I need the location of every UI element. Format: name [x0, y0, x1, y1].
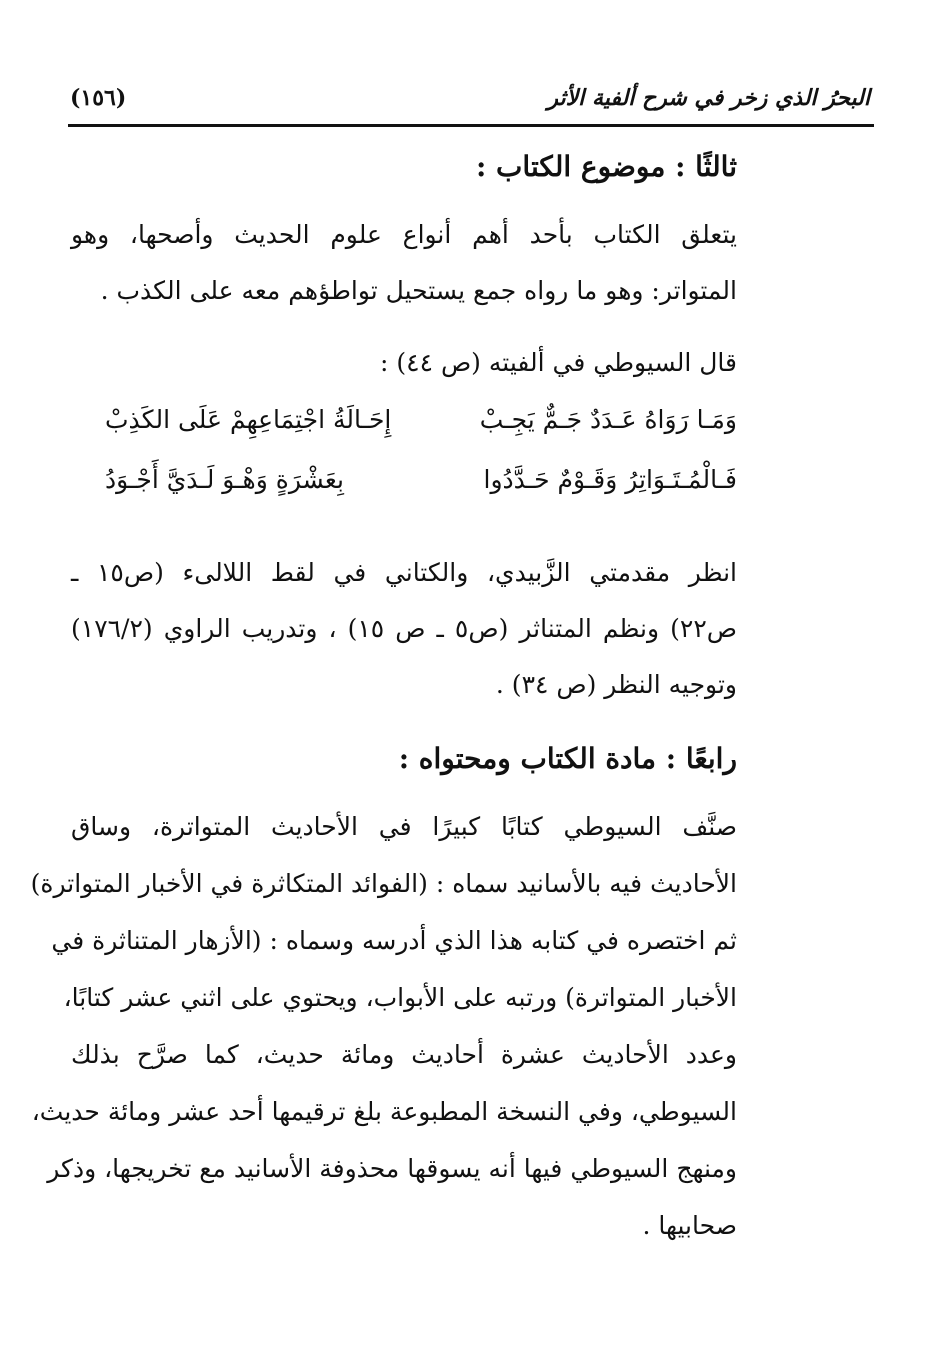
section-heading-topic: ثالثًا : موضوع الكتاب :: [475, 150, 737, 183]
paragraph-line: انظر مقدمتي الزَّبيدي، والكتاني في لقط اللالىء (ص١٥ ـ: [71, 558, 737, 587]
paragraph-line: المتواتر: وهو ما رواه جمع يستحيل تواطؤهم معه على الكذب .: [100, 276, 737, 305]
page-header: [70, 78, 870, 118]
verse-line: [105, 405, 737, 434]
content-paragraph: [30, 812, 737, 1254]
paragraph-line: الأحاديث فيه بالأسانيد سماه : (الفوائد المتكاثرة في الأخبار المتواترة): [30, 869, 737, 898]
verse-second-hemistich: إِحَـالَةُ اجْتِمَاعِهِمْ عَلَى الكَذِبْ: [105, 405, 392, 434]
paragraph-line: صحابيها .: [642, 1211, 737, 1240]
verse-first-hemistich: فَـالْمُـتَـوَاتِرُ وَقَـوْمٌ حَـدَّدُوا: [483, 465, 737, 494]
header-rule: [68, 124, 874, 127]
paragraph-line: الأخبار المتواترة) ورتبه على الأبواب، ويحتوي على اثني عشر كتابًا،: [63, 983, 737, 1012]
paragraph-line: ص٢٢) ونظم المتناثر (ص٥ ـ ص ١٥) ، وتدريب الراوي (١٧٦/٢): [71, 614, 737, 643]
verse-first-hemistich: وَمَـا رَوَاهُ عَـدَدٌ جَـمٌّ يَجِـبْ: [479, 405, 737, 434]
paragraph-line: يتعلق الكتاب بأحد أهم أنواع علوم الحديث وأصحها، وهو: [71, 220, 737, 249]
verse-line: [105, 465, 737, 494]
paragraph-line: وتوجيه النظر (ص ٣٤) .: [495, 670, 737, 699]
paragraph-line: ومنهج السيوطي فيها أنه يسوقها محذوفة الأسانيد مع تخريجها، وذكر: [47, 1154, 737, 1183]
references-paragraph: [71, 560, 737, 720]
paragraph-line: صنَّف السيوطي كتابًا كبيرًا في الأحاديث المتواترة، وساق: [71, 812, 737, 841]
verse-second-hemistich: بِعَشْرَةٍ وَهْـوَ لَـدَيَّ أَجْـوَدُ: [105, 465, 344, 494]
section-heading-content: رابعًا : مادة الكتاب ومحتواه :: [398, 742, 737, 775]
paragraph-line: ثم اختصره في كتابه هذا الذي أدرسه وسماه : (الأزهار المتناثرة في: [51, 926, 737, 955]
topic-paragraph: [71, 222, 737, 322]
paragraph-line: وعدد الأحاديث عشرة أحاديث ومائة حديث، كما صرَّح بذلك: [71, 1040, 737, 1069]
running-title: البحرُ الذي زخر في شرح ألفية الأثر: [547, 85, 870, 111]
quote-intro: قال السيوطي في ألفيته (ص ٤٤) :: [380, 348, 737, 377]
paragraph-line: السيوطي، وفي النسخة المطبوعة بلغ ترقيمها أحد عشر ومائة حديث،: [31, 1097, 737, 1126]
page-number: (١٥٦): [70, 85, 127, 111]
